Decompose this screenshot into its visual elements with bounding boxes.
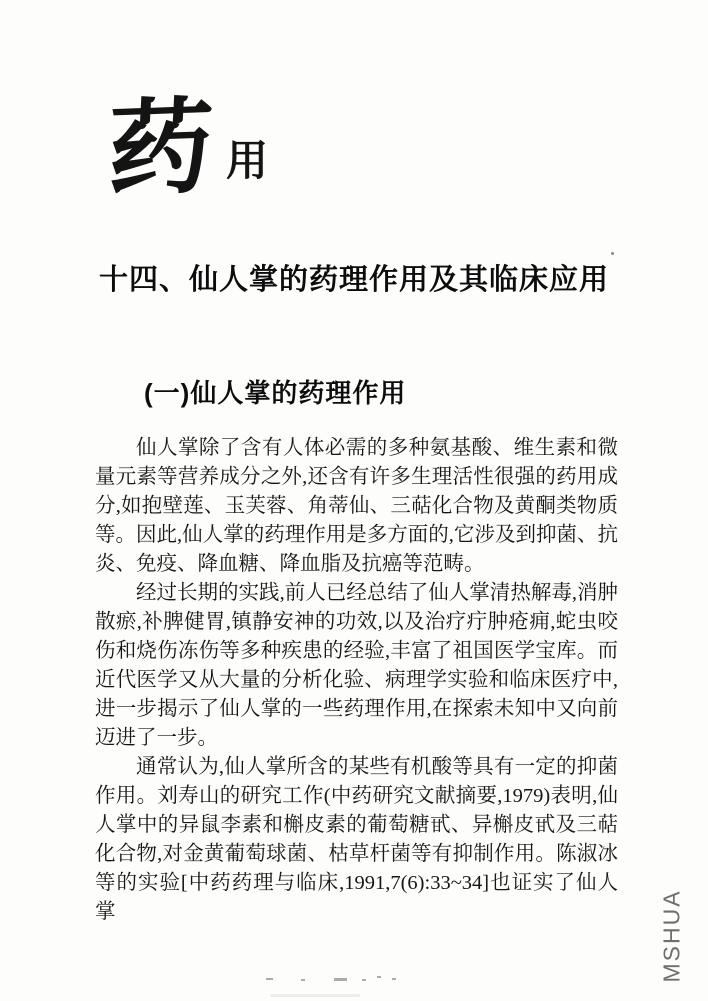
body-text [95,434,618,927]
scan-dot-artifact [611,252,614,255]
paragraph-1: 仙人掌除了含有人体必需的多种氨基酸、维生素和微量元素等营养成分之外,还含有许多生理活性很强的药用成分,如抱壁莲、玉芙蓉、角蒂仙、三萜化合物及黄酮类物质等。因此,仙人掌的药理作用是多方面的,它涉及到抑菌、抗炎、免疫、降血糖、降血脂及抗癌等范畴。 [95,437,618,575]
chapter-title: 十四、仙人掌的药理作用及其临床应用 [98,264,609,296]
scan-speck [392,978,396,980]
watermark: MSHUA [658,889,685,983]
calligraphy-char-large: 药 [104,84,216,211]
scan-speck [266,978,273,980]
section-heading: (一)仙人掌的药理作用 [144,378,407,408]
scan-speck [377,976,381,978]
calligraphy-char-small: 用 [226,136,269,185]
paragraph-3: 通常认为,仙人掌所含的某些有机酸等具有一定的抑菌作用。刘寿山的研究工作(中药研究文献摘要,1979)表明,仙人掌中的异鼠李素和槲皮素的葡萄糖甙、异槲皮甙及三萜化合物,对金黄葡萄球菌、枯草杆菌等有抑制作用。陈淑冰等的实验[中药药理与临床,1991,7(6):33~34]也证实了仙人掌 [95,756,618,923]
paragraph-2: 经过长期的实践,前人已经总结了仙人掌清热解毒,消肿散瘀,补脾健胃,镇静安神的功效,以及治疗疔肿疮痈,蛇虫咬伤和烧伤冻伤等多种疾患的经验,丰富了祖国医学宝库。而近代医学又从大量的分析化验、病理学实验和临床医疗中,进一步揭示了仙人掌的一些药理作用,在探索未知中又向前迈进了一步。 [95,582,618,749]
scan-speck [362,979,366,981]
scan-speck [334,978,347,981]
scan-speck [301,979,305,981]
scan-smudge [270,994,360,997]
